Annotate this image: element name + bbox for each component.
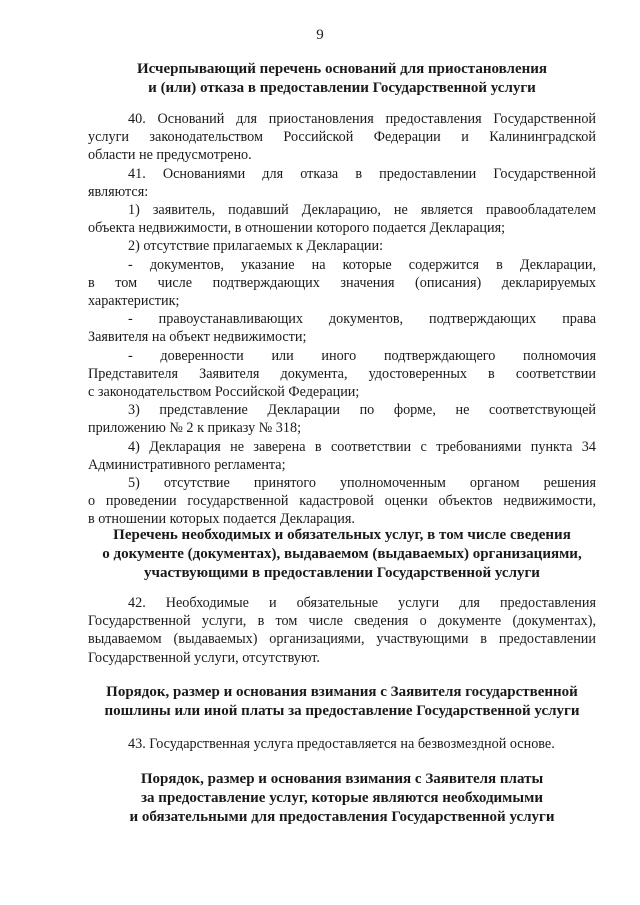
paragraph-line: Административного регламента; <box>88 456 286 473</box>
paragraph-line: 3) представление Декларации по форме, не соответствующей <box>128 402 596 419</box>
paragraph-line: в том числе подтверждающих значения (описания) декларируемых <box>88 274 596 291</box>
section-body-state-fee <box>88 735 596 753</box>
paragraph-line: услуги законодательством Российской Федерации и Калининградской <box>88 129 596 146</box>
heading-line: Перечень необходимых и обязательных услуг, в том числе сведения <box>113 527 571 543</box>
paragraph-line: Заявителя на объект недвижимости; <box>88 329 307 346</box>
page-number: 9 <box>316 27 324 43</box>
heading-line: участвующими в предоставлении Государственной услуги <box>144 565 540 581</box>
paragraph-line: - правоустанавливающих документов, подтверждающих права <box>128 311 596 328</box>
heading-line: Порядок, размер и основания взимания с Заявителя государственной <box>106 684 578 700</box>
paragraph-line: области не предусмотрено. <box>88 147 252 164</box>
section-heading-payment-for-services <box>82 770 602 827</box>
paragraph-line: являются: <box>88 183 149 200</box>
paragraph-line: о проведении государственной кадастровой оценки объектов недвижимости, <box>88 493 596 510</box>
paragraph-line: Представителя Заявителя документа, удостоверенных в соответствии <box>88 365 596 382</box>
heading-line: и обязательными для предоставления Государственной услуги <box>129 809 555 825</box>
section-heading-necessary-services <box>82 526 602 583</box>
paragraph-line: с законодательством Российской Федерации; <box>88 384 360 401</box>
paragraph-line: 41. Основаниями для отказа в предоставлении Государственной <box>128 165 596 182</box>
heading-line: пошлины или иной платы за предоставление Государственной услуги <box>104 703 580 719</box>
paragraph-line: 1) заявитель, подавший Декларацию, не является правообладателем <box>128 202 596 219</box>
paragraph-line: 40. Оснований для приостановления предоставления Государственной <box>128 111 596 127</box>
section-body-necessary-services <box>88 594 596 667</box>
paragraph-line: Государственной услуги, отсутствуют. <box>88 649 320 666</box>
heading-line: Исчерпывающий перечень оснований для приостановления <box>136 61 548 77</box>
paragraph-line: объекта недвижимости, в отношении которого подается Декларация; <box>88 220 506 237</box>
heading-line: и (или) отказа в предоставлении Государственной услуги <box>148 80 536 96</box>
paragraph-line: - документов, указание на которые содержится в Декларации, <box>128 256 596 273</box>
section-heading-grounds-for-refusal <box>82 60 602 98</box>
heading-line: о документе (документах), выдаваемом (выдаваемых) организациями, <box>102 546 582 562</box>
paragraph-line: 2) отсутствие прилагаемых к Декларации: <box>128 238 384 255</box>
heading-line: Порядок, размер и основания взимания с Заявителя платы <box>140 771 544 787</box>
heading-line: за предоставление услуг, которые являются необходимыми <box>141 790 543 806</box>
paragraph-line: 5) отсутствие принятого уполномоченным органом решения <box>128 475 596 492</box>
paragraph-line: приложению № 2 к приказу № 318; <box>88 420 302 437</box>
paragraph-line: 42. Необходимые и обязательные услуги для предоставления <box>128 595 596 611</box>
paragraph-line: Государственной услуги, в том числе сведения о документе (документах), <box>88 613 596 630</box>
paragraph-line: - доверенности или иного подтверждающего полномочия <box>128 347 596 364</box>
paragraph-line: 43. Государственная услуга предоставляется на безвозмездной основе. <box>128 736 555 752</box>
section-body-grounds-for-refusal <box>88 110 596 529</box>
section-heading-state-fee <box>82 683 602 721</box>
paragraph-line: 4) Декларация не заверена в соответствии с требованиями пункта 34 <box>128 438 596 455</box>
paragraph-line: в отношении которых подается Декларация. <box>88 511 355 528</box>
paragraph-line: характеристик; <box>88 293 180 310</box>
paragraph-line: выдаваемом (выдаваемых) организациями, участвующими в предоставлении <box>88 631 596 648</box>
